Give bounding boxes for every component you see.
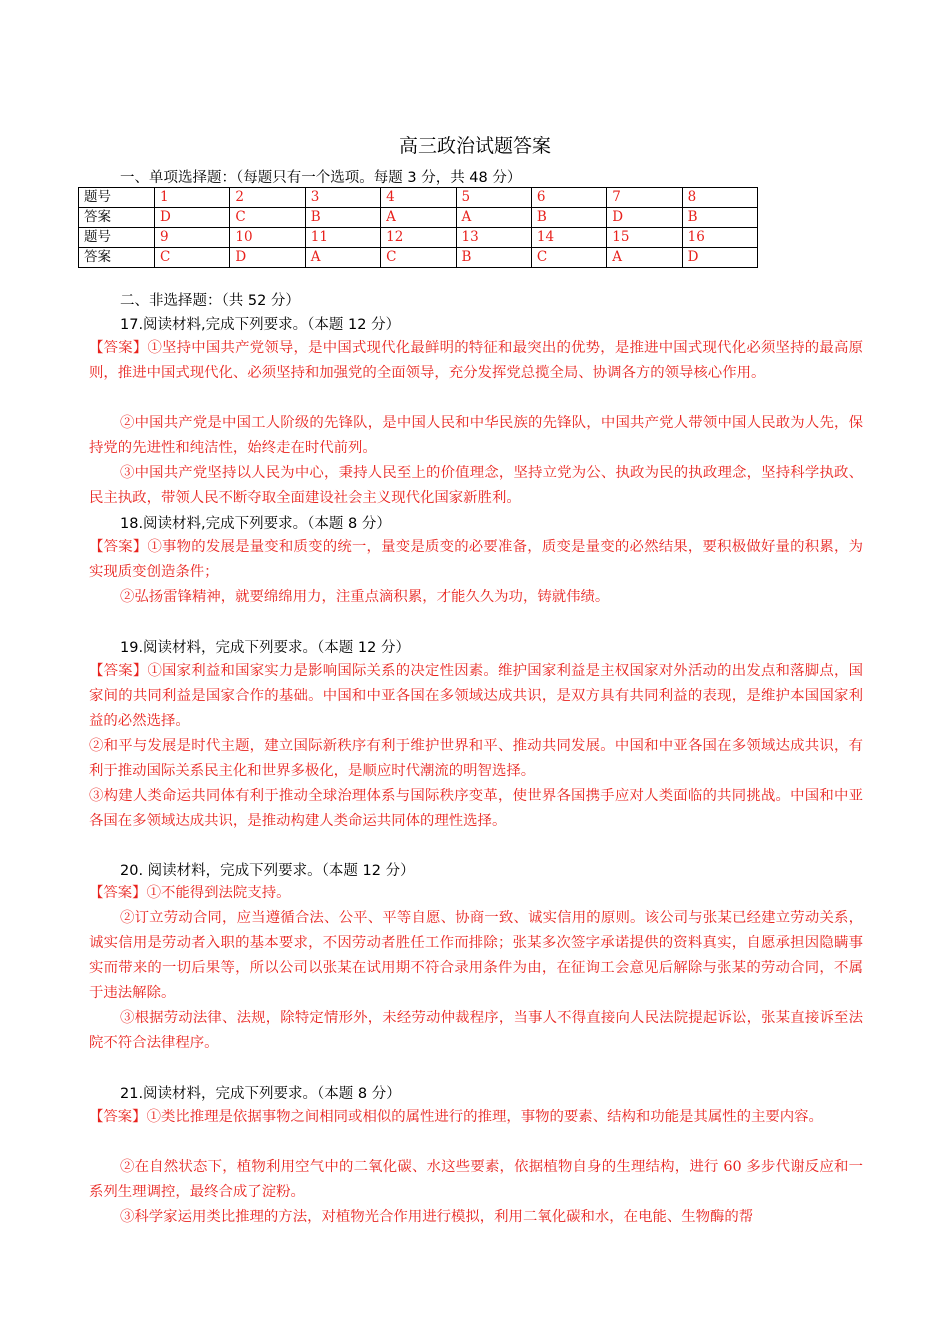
table-cell: D (155, 208, 230, 228)
table-cell: 3 (305, 188, 380, 208)
table-cell: 15 (607, 228, 682, 248)
table-cell: 5 (456, 188, 531, 208)
answer-table (78, 187, 758, 268)
section-non-choice-heading: 二、非选择题：（共 52 分） (120, 293, 300, 309)
answer-tag: 【答案】 (89, 539, 148, 555)
question-18-answer-1: 【答案】①事物的发展是量变和质变的统一，量变是质变的必要准备，质变是量变的必然结果，要积极做好量的积累，为实现质变创造条件； (89, 539, 863, 580)
table-cell: 1 (155, 188, 230, 208)
question-19-answer-2: ②和平与发展是时代主题，建立国际新秩序有利于维护世界和平、推动共同发展。中国和中亚各国在多领域达成共识，有利于推动国际关系民主化和世界多极化，是顺应时代潮流的明智选择。 (89, 738, 863, 779)
table-cell: A (381, 208, 456, 228)
question-18-answer-2: ②弘扬雷锋精神，就要绵绵用力，注重点滴积累，才能久久为功，铸就伟绩。 (120, 589, 610, 605)
table-row-label: 答案 (79, 208, 155, 228)
question-17-answer-1: 【答案】①坚持中国共产党领导，是中国式现代化最鲜明的特征和最突出的优势，是推进中国式现代化必须坚持的最高原则，推进中国式现代化、必须坚持和加强党的全面领导，充分发挥党总揽全局、协调各方的领导核心作用。 (89, 340, 863, 381)
table-cell: 10 (230, 228, 305, 248)
question-20-answer-3: ③根据劳动法律、法规，除特定情形外，未经劳动仲裁程序，当事人不得直接向人民法院提起诉讼，张某直接诉至法院不符合法律程序。 (89, 1010, 863, 1051)
table-cell: 6 (531, 188, 606, 208)
table-row-label: 题号 (79, 228, 155, 248)
table-cell: 11 (305, 228, 380, 248)
table-row (79, 208, 758, 228)
question-18-heading: 18.阅读材料,完成下列要求。（本题 8 分） (120, 516, 391, 532)
table-cell: B (305, 208, 380, 228)
question-20-heading: 20. 阅读材料，完成下列要求。（本题 12 分） (120, 863, 415, 879)
answer-tag: 【答案】 (89, 885, 147, 901)
table-cell: B (456, 248, 531, 268)
table-cell: 16 (682, 228, 757, 248)
table-cell: D (682, 248, 757, 268)
table-row-label: 答案 (79, 248, 155, 268)
question-21-answer-2: ②在自然状态下，植物利用空气中的二氧化碳、水这些要素，依据植物自身的生理结构，进行 60 多步代谢反应和一系列生理调控，最终合成了淀粉。 (89, 1159, 863, 1200)
table-cell: 7 (607, 188, 682, 208)
question-21-answer-1: 【答案】①类比推理是依据事物之间相同或相似的属性进行的推理，事物的要素、结构和功能是其属性的主要内容。 (89, 1109, 823, 1125)
question-19-heading: 19.阅读材料，完成下列要求。（本题 12 分） (120, 640, 410, 656)
table-cell: B (682, 208, 757, 228)
table-row (79, 228, 758, 248)
question-20-answer-1: 【答案】①不能得到法院支持。 (89, 885, 291, 901)
table-cell: D (230, 248, 305, 268)
answer-tag: 【答案】 (89, 1109, 147, 1125)
table-cell: 14 (531, 228, 606, 248)
question-17-answer-2: ②中国共产党是中国工人阶级的先锋队，是中国人民和中华民族的先锋队，中国共产党人带领中国人民敢为人先，保持党的先进性和纯洁性，始终走在时代前列。 (89, 415, 863, 456)
table-cell: 13 (456, 228, 531, 248)
table-cell: 12 (381, 228, 456, 248)
table-cell: A (305, 248, 380, 268)
question-17-answer-3: ③中国共产党坚持以人民为中心，秉持人民至上的价值理念，坚持立党为公、执政为民的执政理念，坚持科学执政、民主执政，带领人民不断夺取全面建设社会主义现代化国家新胜利。 (89, 465, 863, 506)
answer-tag: 【答案】 (89, 340, 148, 356)
table-cell: C (531, 248, 606, 268)
table-cell: 8 (682, 188, 757, 208)
table-row-label: 题号 (79, 188, 155, 208)
table-cell: 4 (381, 188, 456, 208)
section-multiple-choice-heading: 一、单项选择题：（每题只有一个选项。每题 3 分，共 48 分） (120, 170, 522, 186)
answer-tag: 【答案】 (89, 663, 148, 679)
table-row (79, 188, 758, 208)
question-19-answer-3: ③构建人类命运共同体有利于推动全球治理体系与国际秩序变革，使世界各国携手应对人类面临的共同挑战。中国和中亚各国在多领域达成共识，是推动构建人类命运共同体的理性选择。 (89, 788, 863, 829)
table-cell: C (155, 248, 230, 268)
table-cell: D (607, 208, 682, 228)
page-title: 高三政治试题答案 (398, 135, 551, 157)
table-cell: B (531, 208, 606, 228)
table-cell: 9 (155, 228, 230, 248)
question-19-answer-1: 【答案】①国家利益和国家实力是影响国际关系的决定性因素。维护国家利益是主权国家对外活动的出发点和落脚点，国家间的共同利益是国家合作的基础。中国和中亚各国在多领域达成共识，是双方具有共同利益的表现，是维护本国国家利益的必然选择。 (89, 663, 863, 729)
table-row (79, 248, 758, 268)
question-21-answer-3: ③科学家运用类比推理的方法，对植物光合作用进行模拟，利用二氧化碳和水，在电能、生物酶的帮 (120, 1209, 754, 1225)
question-17-heading: 17.阅读材料,完成下列要求。（本题 12 分） (120, 317, 401, 333)
table-cell: C (230, 208, 305, 228)
question-20-answer-2: ②订立劳动合同，应当遵循合法、公平、平等自愿、协商一致、诚实信用的原则。该公司与张某已经建立劳动关系，诚实信用是劳动者入职的基本要求，不因劳动者胜任工作而排除；张某多次签字承诺提供的资料真实，自愿承担因隐瞒事实而带来的一切后果等，所以公司以张某在试用期不符合录用条件为由，在征询工会意见后解除与张某的劳动合同，不属于违法解除。 (89, 910, 863, 1001)
question-21-heading: 21.阅读材料，完成下列要求。（本题 8 分） (120, 1086, 401, 1102)
table-cell: C (381, 248, 456, 268)
table-cell: A (456, 208, 531, 228)
table-cell: A (607, 248, 682, 268)
table-cell: 2 (230, 188, 305, 208)
